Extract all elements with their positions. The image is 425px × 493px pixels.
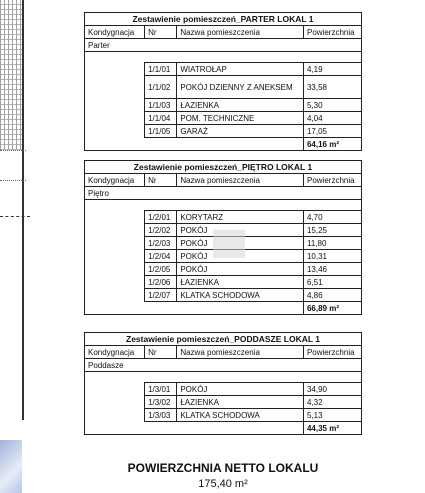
floor-label: Poddasze <box>85 359 362 372</box>
table-row: 1/2/03 POKÓJ 11,80 <box>85 237 362 250</box>
table-title: Zestawienie pomieszczeń_PARTER LOKAL 1 <box>85 13 362 26</box>
col-header: Powierzchnia <box>303 174 361 187</box>
table-poddasze <box>84 332 362 435</box>
table-row: 1/2/06 ŁAZIENKA 6,51 <box>85 276 362 289</box>
col-header: Nazwa pomieszczenia <box>177 26 304 39</box>
dotted-line <box>0 180 26 181</box>
table-row: 1/3/03 KLATKA SCHODOWA 5,13 <box>85 409 362 422</box>
table-title: Zestawienie pomieszczeń_PODDASZE LOKAL 1 <box>85 333 362 346</box>
table-parter <box>84 12 362 151</box>
table-row: 1/2/02 POKÓJ 15,25 <box>85 224 362 237</box>
blue-fill <box>0 440 22 493</box>
table-row: 1/1/02 POKÓJ DZIENNY Z ANEKSEM 33,58 <box>85 76 362 99</box>
col-header: Nazwa pomieszczenia <box>177 174 304 187</box>
wall-line <box>22 0 24 420</box>
table-row: 1/2/05 POKÓJ 13,46 <box>85 263 362 276</box>
table-row: 1/3/02 ŁAZIENKA 4,32 <box>85 396 362 409</box>
net-area-value: 175,40 m² <box>198 478 248 490</box>
table-title: Zestawienie pomieszczeń_PIĘTRO LOKAL 1 <box>85 161 362 174</box>
col-header: Kondygnacja <box>85 346 145 359</box>
net-area-label: POWIERZCHNIA NETTO LOKALU <box>127 461 319 475</box>
table-row: 1/1/01 WIATROŁAP 4,19 <box>85 63 362 76</box>
col-header: Powierzchnia <box>303 26 361 39</box>
floor-label: Parter <box>85 39 362 52</box>
col-header: Kondygnacja <box>85 26 145 39</box>
table-row: 1/2/01 KORYTARZ 4,70 <box>85 211 362 224</box>
drawing-fragment <box>0 0 36 493</box>
dotted-line <box>0 150 26 151</box>
col-header: Kondygnacja <box>85 174 145 187</box>
floor-label: Piętro <box>85 187 362 200</box>
table-row: 1/2/04 POKÓJ 10,31 <box>85 250 362 263</box>
table-row: 1/1/05 GARAŻ 17,05 <box>85 125 362 138</box>
col-header: Nazwa pomieszczenia <box>177 346 304 359</box>
col-header: Powierzchnia <box>303 346 361 359</box>
table-row: 1/1/03 ŁAZIENKA 5,30 <box>85 99 362 112</box>
section-total: 66,89 m² <box>303 302 361 315</box>
section-total: 64,16 m² <box>303 138 361 151</box>
wall-hatch <box>0 0 22 150</box>
watermark <box>213 230 245 258</box>
col-header: Nr <box>145 346 177 359</box>
dashed-line <box>0 216 30 217</box>
table-row: 1/3/01 POKÓJ 34,90 <box>85 383 362 396</box>
col-header: Nr <box>145 174 177 187</box>
table-row: 1/2/07 KLATKA SCHODOWA 4,86 <box>85 289 362 302</box>
col-header: Nr <box>145 26 177 39</box>
section-total: 44,35 m² <box>303 422 361 435</box>
table-row: 1/1/04 POM. TECHNICZNE 4,04 <box>85 112 362 125</box>
